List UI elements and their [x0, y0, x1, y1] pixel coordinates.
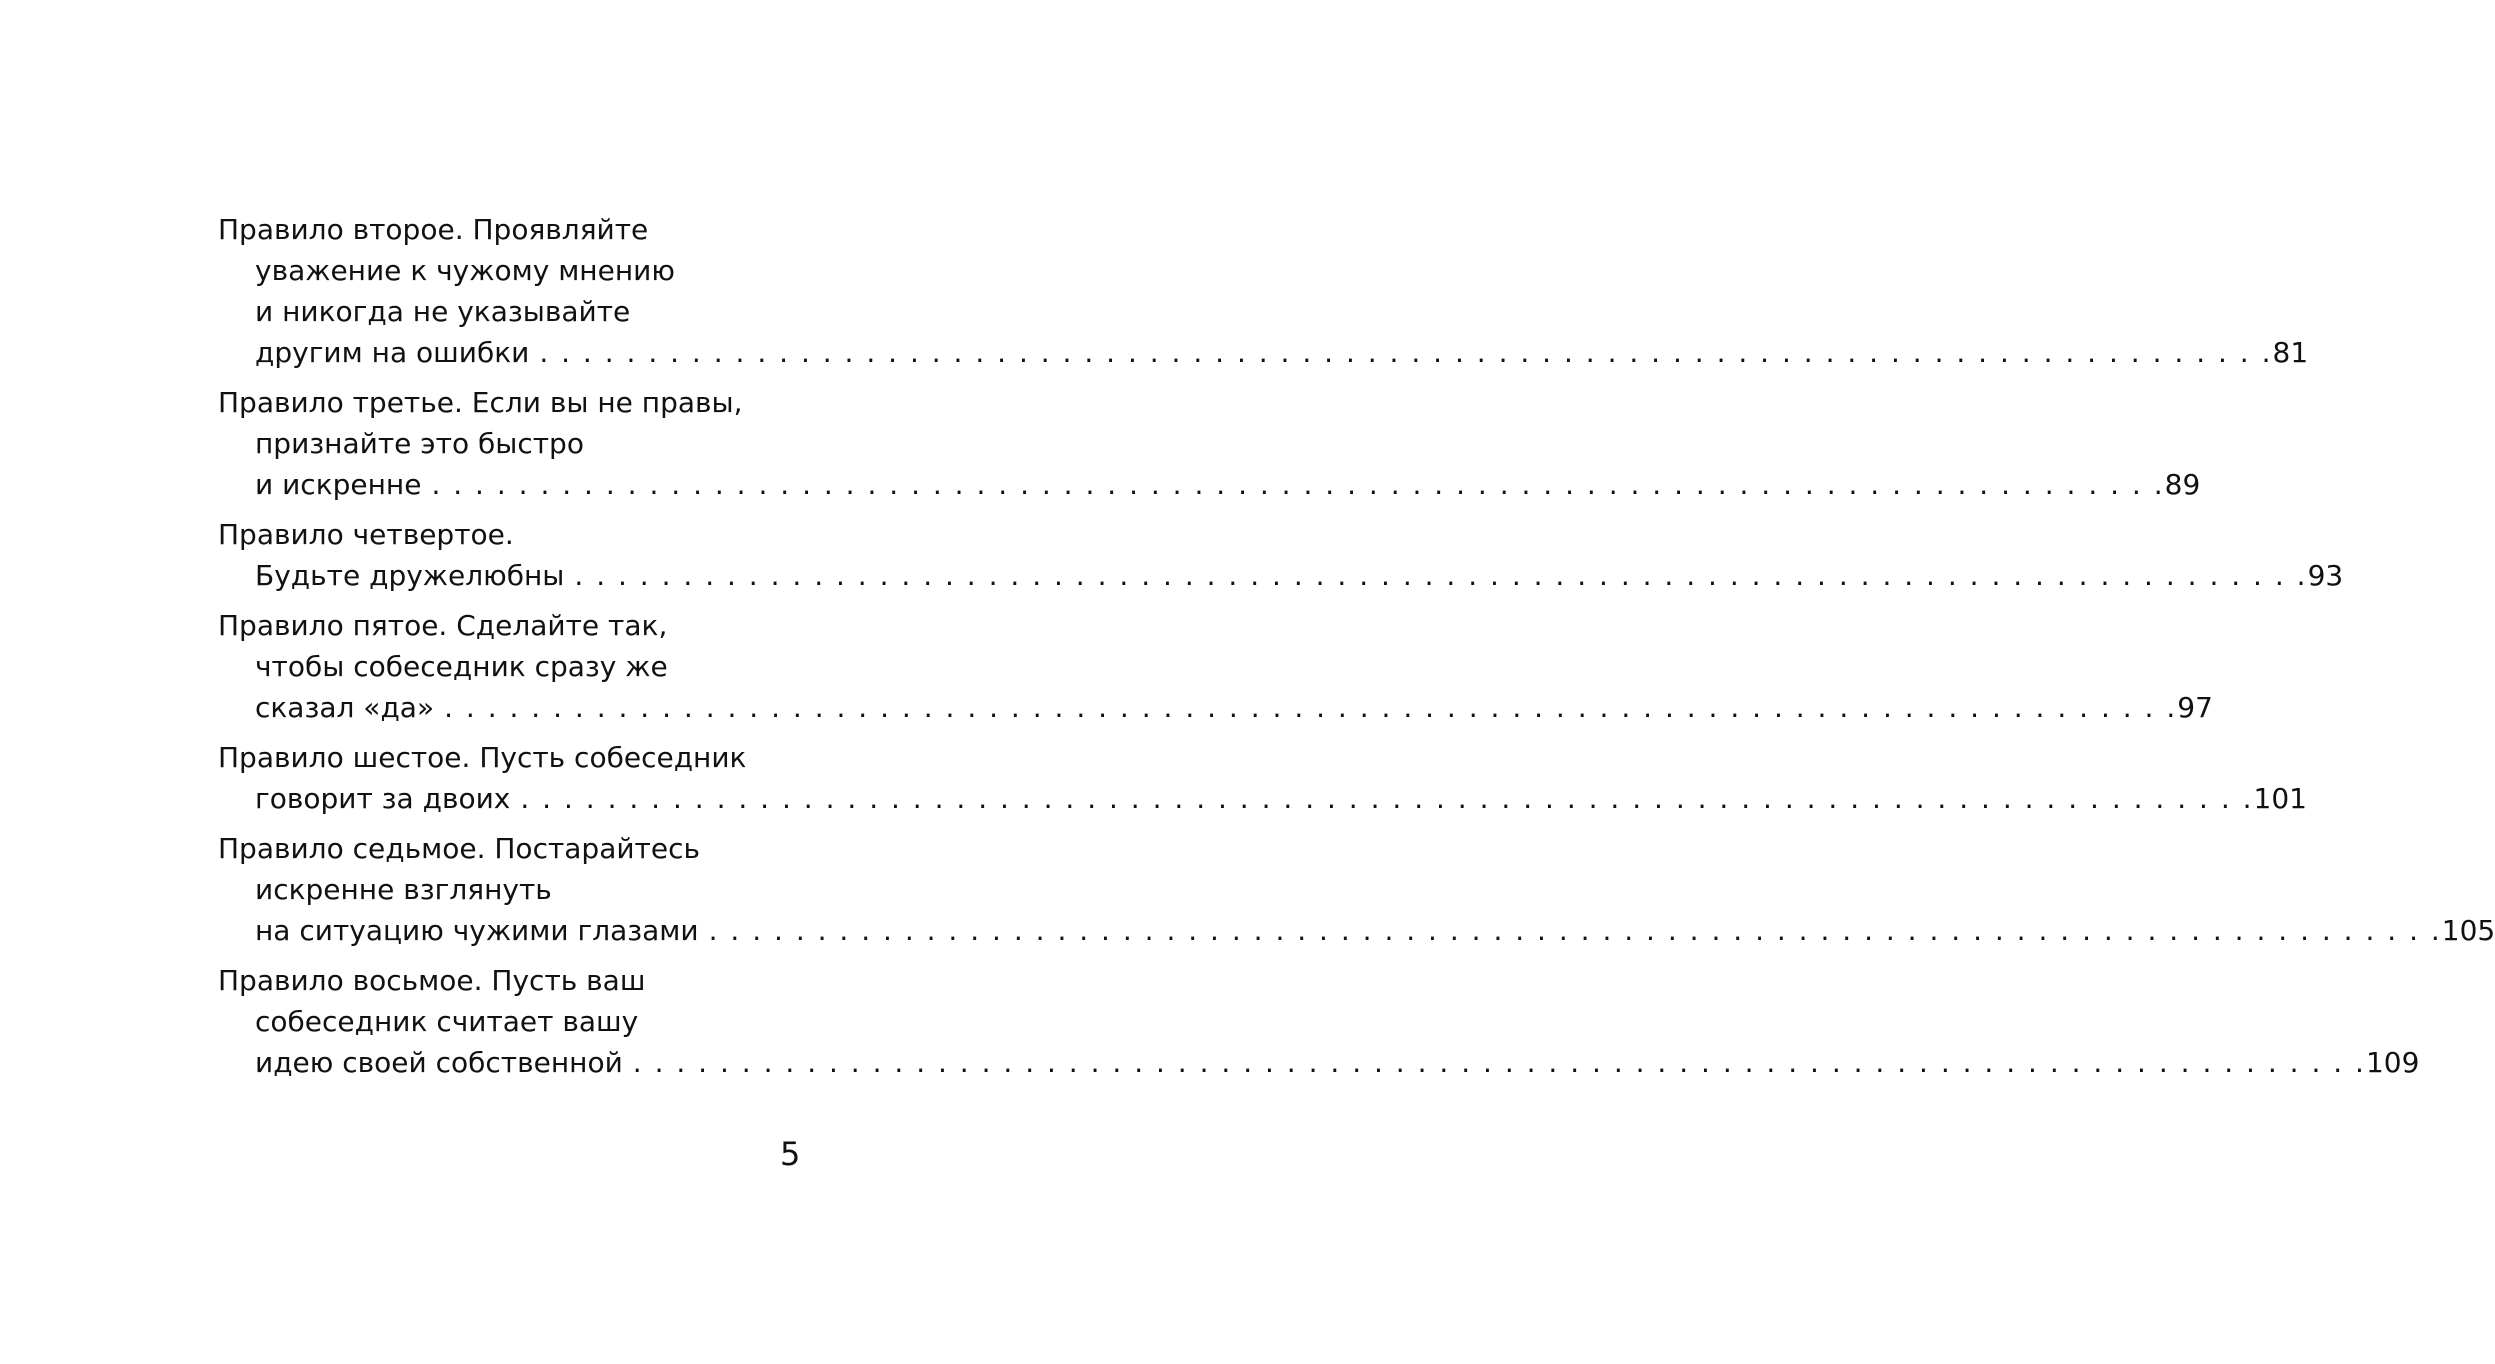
toc-entry-rule-8	[218, 960, 2420, 1083]
toc-entry-title-continued: признайте это быстро	[255, 427, 584, 460]
page-number: 97	[2177, 691, 2213, 724]
page-number: 101	[2253, 782, 2307, 815]
page-number: 89	[2164, 468, 2201, 501]
dot-leader: . . . . . . . . . . . . . . . . . . . . . . . . . . . . . . . . . . . . . . . . . . . . . . . . . . . . . . . . . . . . . . . . . . . . . . . . . . . . . . . .	[708, 914, 2442, 947]
dot-leader: . . . . . . . . . . . . . . . . . . . . . . . . . . . . . . . . . . . . . . . . . . . . . . . . . . . . . . . . . . . . . . . . . . . . . . . . . . . . . . . .	[574, 559, 2308, 592]
dot-leader: . . . . . . . . . . . . . . . . . . . . . . . . . . . . . . . . . . . . . . . . . . . . . . . . . . . . . . . . . . . . . . . . . . . . . . . . . . . . . . . .	[632, 1046, 2366, 1079]
page-number: 105	[2441, 914, 2495, 947]
table-of-contents	[218, 209, 2495, 1092]
toc-entry-title-end: говорит за двоих	[255, 782, 511, 815]
toc-entry-last-line	[218, 687, 2213, 728]
page-number: 109	[2365, 1046, 2420, 1079]
toc-entry-rule-5	[218, 605, 2213, 728]
toc-entry-title-continued: уважение к чужому мнению	[255, 254, 675, 287]
toc-entry-rule-3	[218, 382, 2201, 505]
toc-entry-last-line	[218, 910, 2495, 951]
toc-entry-last-line	[218, 555, 2344, 596]
toc-entry-title-end: Будьте дружелюбны	[255, 559, 565, 592]
toc-entry-title-end: идею своей собственной	[255, 1046, 623, 1079]
toc-entry-rule-2	[218, 209, 2309, 373]
page-number: 81	[2272, 336, 2309, 369]
toc-entry-title: Правило восьмое. Пусть ваш	[218, 964, 646, 997]
toc-entry-title-end: другим на ошибки	[255, 336, 530, 369]
page-number: 93	[2307, 559, 2344, 592]
dot-leader: . . . . . . . . . . . . . . . . . . . . . . . . . . . . . . . . . . . . . . . . . . . . . . . . . . . . . . . . . . . . . . . . . . . . . . . . . . . . . . . .	[520, 782, 2254, 815]
toc-entry-title: Правило второе. Проявляйте	[218, 213, 649, 246]
toc-entry-title-continued: чтобы собеседник сразу же	[255, 650, 668, 683]
dot-leader: . . . . . . . . . . . . . . . . . . . . . . . . . . . . . . . . . . . . . . . . . . . . . . . . . . . . . . . . . . . . . . . . . . . . . . . . . . . . . . . .	[444, 691, 2178, 724]
toc-entry-last-line	[218, 332, 2309, 373]
toc-entry-title: Правило пятое. Сделайте так,	[218, 609, 668, 642]
toc-entry-title-end: и искренне	[255, 468, 422, 501]
toc-entry-title: Правило четвертое.	[218, 518, 514, 551]
dot-leader: . . . . . . . . . . . . . . . . . . . . . . . . . . . . . . . . . . . . . . . . . . . . . . . . . . . . . . . . . . . . . . . . . . . . . . . . . . . . . . . .	[539, 336, 2273, 369]
toc-entry-title: Правило шестое. Пусть собеседник	[218, 741, 747, 774]
dot-leader: . . . . . . . . . . . . . . . . . . . . . . . . . . . . . . . . . . . . . . . . . . . . . . . . . . . . . . . . . . . . . . . . . . . . . . . . . . . . . . . .	[431, 468, 2165, 501]
toc-entry-last-line	[218, 464, 2201, 505]
toc-entry-title-end: на ситуацию чужими глазами	[255, 914, 699, 947]
toc-entry-last-line	[218, 778, 2307, 819]
toc-entry-last-line	[218, 1042, 2420, 1083]
toc-entry-title-continued: и никогда не указывайте	[255, 295, 631, 328]
toc-entry-rule-7	[218, 828, 2495, 951]
toc-entry-title-continued: искренне взглянуть	[255, 873, 552, 906]
toc-entry-title: Правило седьмое. Постарайтесь	[218, 832, 700, 865]
toc-entry-title: Правило третье. Если вы не правы,	[218, 386, 743, 419]
toc-entry-title-continued: собеседник считает вашу	[255, 1005, 639, 1038]
toc-entry-title-end: сказал «да»	[255, 691, 435, 724]
toc-entry-rule-6	[218, 737, 2307, 819]
page-folio-number: 5	[780, 1135, 801, 1173]
toc-entry-rule-4	[218, 514, 2344, 596]
